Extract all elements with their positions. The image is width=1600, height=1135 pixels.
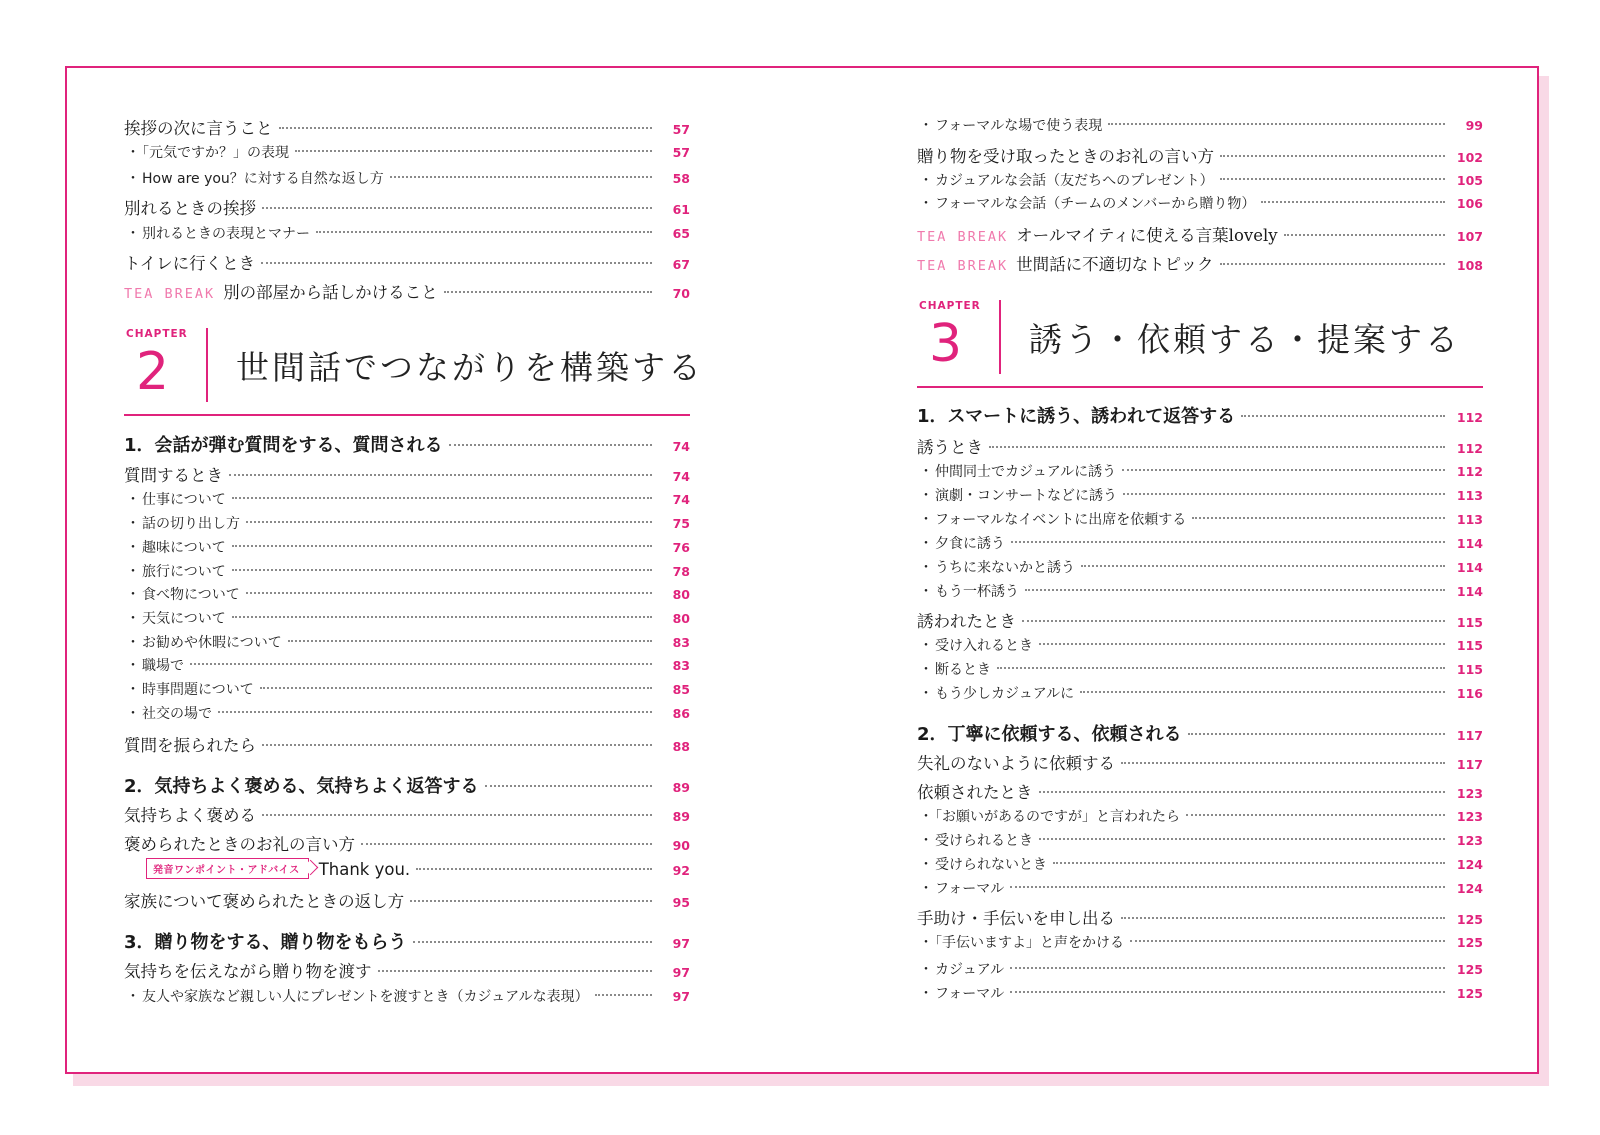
toc-page-number: 89 bbox=[672, 809, 690, 824]
toc-entry[interactable] bbox=[917, 402, 1483, 428]
toc-entry[interactable] bbox=[124, 831, 690, 855]
toc-entry[interactable] bbox=[124, 802, 690, 826]
toc-entry[interactable] bbox=[917, 485, 1483, 505]
toc-page-number: 70 bbox=[672, 286, 690, 301]
tea-break-tag: TEA BREAK bbox=[917, 258, 1009, 274]
toc-entry-text: 「お願いがあるのですが」と言われたら bbox=[935, 809, 1180, 825]
toc-entry-text: 1．スマートに誘う、誘われて返答する bbox=[917, 406, 1236, 427]
toc-entry-text: 受け入れるとき bbox=[935, 638, 1033, 654]
toc-entry[interactable] bbox=[917, 905, 1483, 929]
toc-page-number: 115 bbox=[1456, 615, 1483, 630]
toc-entry[interactable] bbox=[124, 489, 690, 509]
toc-page-number: 116 bbox=[1456, 686, 1483, 701]
toc-entry-label bbox=[917, 608, 1016, 632]
dot-leader bbox=[232, 616, 652, 618]
toc-entry-text: 別の部屋から話しかけること bbox=[223, 283, 438, 302]
toc-entry-text: 受けられるとき bbox=[935, 833, 1033, 849]
toc-entry-text: 気持ちよく褒める bbox=[124, 806, 256, 825]
toc-entry-text: 夕食に誘う bbox=[935, 536, 1005, 552]
toc-entry-label bbox=[917, 509, 1186, 529]
dot-leader bbox=[449, 444, 652, 446]
toc-entry[interactable] bbox=[917, 932, 1483, 952]
chapter-label: CHAPTER bbox=[919, 300, 981, 312]
toc-page-number: 78 bbox=[672, 564, 690, 579]
toc-entry-text: オールマイティに使える言葉lovely bbox=[1016, 226, 1278, 245]
toc-page-number: 97 bbox=[672, 989, 690, 1004]
toc-entry-text: 受けられないとき bbox=[935, 857, 1047, 873]
toc-entry[interactable] bbox=[917, 830, 1483, 850]
toc-entry-label bbox=[124, 431, 443, 457]
dot-leader bbox=[1010, 967, 1445, 969]
toc-entry-text: フォーマルな場で使う表現 bbox=[935, 118, 1103, 134]
toc-entry-text: How are you？に対する自然な返し方 bbox=[142, 171, 384, 187]
dot-leader bbox=[1010, 886, 1445, 888]
chapter-divider bbox=[206, 328, 208, 402]
toc-page-number: 95 bbox=[672, 895, 690, 910]
toc-page-number: 85 bbox=[672, 682, 690, 697]
toc-page-number: 113 bbox=[1456, 512, 1483, 527]
toc-page-number: 124 bbox=[1456, 857, 1483, 872]
toc-page-number: 65 bbox=[672, 226, 690, 241]
chapter-number: 2 bbox=[136, 342, 170, 402]
toc-entry-text: 旅行について bbox=[142, 564, 226, 580]
toc-page-number: 74 bbox=[672, 439, 690, 454]
toc-entry-label bbox=[917, 854, 1047, 874]
toc-entry-label bbox=[124, 703, 212, 723]
toc-entry[interactable] bbox=[124, 928, 690, 954]
toc-entry[interactable] bbox=[917, 434, 1483, 458]
toc-entry-text: 話の切り出し方 bbox=[142, 516, 240, 532]
toc-entry-text: 食べ物について bbox=[142, 587, 240, 603]
toc-page-number: 125 bbox=[1456, 962, 1483, 977]
toc-entry[interactable] bbox=[124, 703, 690, 723]
toc-entry[interactable] bbox=[124, 608, 690, 628]
toc-entry-label bbox=[917, 959, 1004, 979]
dot-leader bbox=[390, 176, 652, 178]
toc-entry[interactable] bbox=[917, 581, 1483, 601]
toc-entry[interactable] bbox=[917, 533, 1483, 553]
toc-entry-label bbox=[917, 659, 991, 679]
toc-page-number: 57 bbox=[672, 145, 690, 160]
toc-entry-label bbox=[917, 878, 1004, 898]
right-toc-column-bottom bbox=[917, 0, 1483, 1135]
toc-entry-label bbox=[917, 557, 1075, 577]
toc-entry[interactable] bbox=[124, 115, 690, 139]
toc-entry[interactable] bbox=[917, 461, 1483, 481]
dot-leader bbox=[288, 640, 652, 642]
toc-page-number: 117 bbox=[1456, 728, 1483, 743]
toc-entry-text: 挨拶の次に言うこと bbox=[124, 119, 273, 138]
dot-leader bbox=[1039, 791, 1446, 793]
chapter-label: CHAPTER bbox=[126, 328, 188, 340]
toc-entry-text: 依頼されたとき bbox=[917, 783, 1033, 802]
toc-entry-label bbox=[917, 750, 1115, 774]
toc-entry-text: 褒められたときのお礼の言い方 bbox=[124, 835, 355, 854]
toc-entry[interactable] bbox=[917, 608, 1483, 632]
toc-page-number: 92 bbox=[672, 863, 690, 878]
toc-entry-label bbox=[917, 932, 1124, 952]
toc-entry-text: 友人や家族など親しい人にプレゼントを渡すとき（カジュアルな表現） bbox=[142, 989, 589, 1005]
toc-entry[interactable] bbox=[124, 655, 690, 675]
toc-entry[interactable] bbox=[917, 557, 1483, 577]
toc-entry[interactable] bbox=[124, 958, 690, 982]
toc-page-number: 123 bbox=[1456, 786, 1483, 801]
toc-entry-label bbox=[124, 772, 479, 798]
toc-entry-label bbox=[917, 402, 1235, 428]
toc-entry-label bbox=[917, 779, 1033, 803]
toc-entry[interactable] bbox=[124, 195, 690, 219]
toc-entry-text: カジュアルな会話（友だちへのプレゼント） bbox=[935, 173, 1214, 189]
tea-break-tag: TEA BREAK bbox=[917, 229, 1009, 245]
toc-entry-label bbox=[124, 860, 410, 881]
toc-entry-label bbox=[917, 830, 1033, 850]
toc-page-number: 114 bbox=[1456, 560, 1483, 575]
toc-entry-label bbox=[124, 732, 256, 756]
toc-entry-label bbox=[124, 142, 289, 162]
toc-entry[interactable] bbox=[124, 513, 690, 533]
toc-entry-text: 職場で bbox=[142, 658, 184, 674]
toc-page-number: 76 bbox=[672, 540, 690, 555]
toc-entry-label bbox=[917, 434, 983, 458]
toc-entry-text: 誘うとき bbox=[917, 438, 983, 457]
toc-entry[interactable] bbox=[124, 168, 690, 188]
dot-leader bbox=[1186, 814, 1445, 816]
dot-leader bbox=[246, 592, 652, 594]
toc-entry-label bbox=[124, 279, 438, 303]
toc-page-number: 61 bbox=[672, 202, 690, 217]
dot-leader bbox=[1192, 517, 1445, 519]
toc-entry-label bbox=[124, 168, 384, 188]
dot-leader bbox=[190, 663, 652, 665]
dot-leader bbox=[997, 667, 1445, 669]
toc-entry-label bbox=[917, 720, 1182, 746]
toc-entry-label bbox=[124, 223, 310, 243]
dot-leader bbox=[279, 127, 653, 129]
toc-entry-text: フォーマルなイベントに出席を依頼する bbox=[935, 512, 1187, 528]
toc-entry-text: 3．贈り物をする、贈り物をもらう bbox=[124, 932, 407, 953]
toc-page-number: 123 bbox=[1456, 833, 1483, 848]
toc-entry-text: 2．気持ちよく褒める、気持ちよく返答する bbox=[124, 776, 479, 797]
dot-leader bbox=[246, 521, 652, 523]
toc-page-number: 83 bbox=[672, 635, 690, 650]
toc-page-number: 58 bbox=[672, 171, 690, 186]
toc-entry[interactable] bbox=[917, 878, 1483, 898]
toc-page-number: 90 bbox=[672, 838, 690, 853]
toc-entry[interactable] bbox=[124, 142, 690, 162]
chapter-title: 誘う・依頼する・提案する bbox=[1029, 320, 1461, 359]
toc-entry[interactable] bbox=[917, 750, 1483, 774]
toc-entry-label bbox=[917, 806, 1180, 826]
toc-entry-label bbox=[917, 905, 1115, 929]
toc-entry-text: カジュアル bbox=[935, 962, 1005, 978]
toc-entry-text: 世間話に不適切なトピック bbox=[1016, 255, 1214, 274]
toc-entry-label bbox=[124, 561, 226, 581]
toc-entry[interactable] bbox=[917, 509, 1483, 529]
toc-page-number: 75 bbox=[672, 516, 690, 531]
toc-page-number: 97 bbox=[672, 936, 690, 951]
dot-leader bbox=[378, 970, 653, 972]
dot-leader bbox=[295, 150, 652, 152]
dot-leader bbox=[229, 474, 652, 476]
toc-entry-label bbox=[124, 632, 282, 652]
dot-leader bbox=[485, 785, 652, 787]
toc-entry[interactable] bbox=[124, 888, 690, 912]
dot-leader bbox=[262, 814, 652, 816]
toc-entry[interactable] bbox=[917, 635, 1483, 655]
toc-entry-text: 2．丁寧に依頼する、依頼される bbox=[917, 724, 1182, 745]
toc-entry-text: もう少しカジュアルに bbox=[935, 686, 1075, 702]
toc-entry-label bbox=[917, 485, 1117, 505]
toc-page-number: 124 bbox=[1456, 881, 1483, 896]
left-toc-column bbox=[124, 0, 690, 1135]
toc-entry-text: 仕事について bbox=[142, 492, 226, 508]
toc-entry[interactable] bbox=[917, 806, 1483, 826]
toc-entry-text: 断るとき bbox=[935, 662, 991, 678]
toc-entry-text: フォーマルな会話（チームのメンバーから贈り物） bbox=[935, 196, 1256, 212]
toc-page-number: 112 bbox=[1456, 410, 1483, 425]
toc-page-number: 89 bbox=[672, 780, 690, 795]
toc-entry[interactable] bbox=[124, 223, 690, 243]
toc-entry-text: 質問を振られたら bbox=[124, 736, 256, 755]
toc-page-number: 102 bbox=[1456, 150, 1483, 165]
toc-entry[interactable] bbox=[124, 772, 690, 798]
toc-entry[interactable] bbox=[124, 462, 690, 486]
toc-entry-text: うちに来ないかと誘う bbox=[935, 560, 1075, 576]
toc-entry[interactable] bbox=[124, 279, 690, 303]
toc-entry-label bbox=[917, 683, 1074, 703]
toc-entry[interactable] bbox=[124, 986, 690, 1006]
toc-page-number: 125 bbox=[1456, 986, 1483, 1001]
toc-entry-label bbox=[124, 513, 240, 533]
toc-entry-text: 手助け・手伝いを申し出る bbox=[917, 909, 1115, 928]
toc-entry-text: 「元気ですか？」の表現 bbox=[142, 145, 289, 161]
toc-page-number: 115 bbox=[1456, 638, 1483, 653]
toc-page-number: 123 bbox=[1456, 809, 1483, 824]
toc-entry-text: 「手伝いますよ」と声をかける bbox=[935, 935, 1124, 951]
toc-entry-label bbox=[124, 489, 226, 509]
chapter-2-header bbox=[124, 328, 704, 418]
pronunciation-tip-badge: 発音ワンポイント・アドバイス bbox=[146, 858, 309, 879]
toc-entry-label bbox=[124, 462, 223, 486]
toc-entry-label bbox=[124, 115, 273, 139]
toc-entry-text: 仲間同士でカジュアルに誘う bbox=[935, 464, 1117, 480]
toc-page-number: 125 bbox=[1456, 935, 1483, 950]
dot-leader bbox=[260, 687, 652, 689]
toc-entry-label bbox=[124, 679, 254, 699]
toc-entry-text: 1．会話が弾む質問をする、質問される bbox=[124, 435, 443, 456]
chapter-number: 3 bbox=[929, 314, 963, 374]
toc-page-number: 112 bbox=[1456, 464, 1483, 479]
toc-page-number: 74 bbox=[672, 492, 690, 507]
dot-leader bbox=[1080, 691, 1445, 693]
toc-page-number: 107 bbox=[1456, 229, 1483, 244]
toc-entry-text: 趣味について bbox=[142, 540, 226, 556]
toc-entry-text: Thank you. bbox=[318, 860, 411, 879]
toc-entry-label bbox=[124, 986, 589, 1006]
toc-entry-text: 時事問題について bbox=[142, 682, 254, 698]
toc-entry-label bbox=[124, 608, 226, 628]
toc-entry[interactable] bbox=[124, 431, 690, 457]
toc-entry-text: 気持ちを伝えながら贈り物を渡す bbox=[124, 962, 372, 981]
toc-entry[interactable] bbox=[124, 250, 690, 274]
toc-entry-label bbox=[124, 195, 256, 219]
dot-leader bbox=[413, 941, 652, 943]
toc-page-number: 114 bbox=[1456, 584, 1483, 599]
tea-break-tag: TEA BREAK bbox=[124, 286, 216, 302]
toc-entry-text: 別れるときの表現とマナー bbox=[142, 226, 310, 242]
dot-leader bbox=[1025, 589, 1445, 591]
dot-leader bbox=[1011, 541, 1445, 543]
toc-entry-text: 別れるときの挨拶 bbox=[124, 199, 256, 218]
dot-leader bbox=[416, 868, 652, 870]
toc-entry-text: お勧めや休暇について bbox=[142, 635, 282, 651]
toc-page-number: 80 bbox=[672, 611, 690, 626]
toc-entry-label bbox=[124, 584, 240, 604]
toc-entry-label bbox=[124, 537, 226, 557]
dot-leader bbox=[1022, 620, 1445, 622]
toc-entry-text: 天気について bbox=[142, 611, 226, 627]
toc-entry-text: 質問するとき bbox=[124, 466, 223, 485]
toc-entry-text: 家族について褒められたときの返し方 bbox=[124, 892, 405, 911]
toc-entry-label bbox=[124, 250, 255, 274]
dot-leader bbox=[1122, 469, 1445, 471]
toc-entry-text: 演劇・コンサートなどに誘う bbox=[935, 488, 1117, 504]
toc-entry-text: 社交の場で bbox=[142, 706, 212, 722]
toc-entry[interactable] bbox=[124, 561, 690, 581]
dot-leader bbox=[410, 900, 652, 902]
toc-entry-text: フォーマル bbox=[935, 986, 1005, 1002]
toc-entry-label bbox=[917, 983, 1004, 1003]
dot-leader bbox=[1010, 991, 1445, 993]
dot-leader bbox=[1053, 862, 1445, 864]
dot-leader bbox=[1123, 493, 1445, 495]
toc-entry[interactable] bbox=[917, 779, 1483, 803]
chapter-underline bbox=[124, 414, 690, 416]
dot-leader bbox=[1241, 415, 1445, 417]
toc-entry-label bbox=[124, 928, 407, 954]
toc-entry[interactable] bbox=[124, 537, 690, 557]
toc-page-number: 83 bbox=[672, 658, 690, 673]
toc-page-number: 105 bbox=[1456, 173, 1483, 188]
toc-entry[interactable] bbox=[917, 720, 1483, 746]
toc-entry[interactable] bbox=[917, 683, 1483, 703]
toc-entry[interactable] bbox=[917, 659, 1483, 679]
toc-entry-label bbox=[124, 802, 256, 826]
toc-entry[interactable] bbox=[124, 679, 690, 699]
toc-entry-label bbox=[917, 533, 1005, 553]
toc-page-number: 80 bbox=[672, 587, 690, 602]
toc-entry-label bbox=[124, 831, 355, 855]
toc-page-number: 106 bbox=[1456, 196, 1483, 211]
toc-page-number: 99 bbox=[1465, 118, 1483, 133]
toc-page-number: 125 bbox=[1456, 912, 1483, 927]
toc-entry-label bbox=[917, 461, 1116, 481]
dot-leader bbox=[1121, 762, 1445, 764]
chapter-title: 世間話でつながりを構築する bbox=[236, 348, 704, 387]
dot-leader bbox=[261, 262, 652, 264]
toc-page-number: 114 bbox=[1456, 536, 1483, 551]
dot-leader bbox=[218, 711, 652, 713]
toc-page-number: 97 bbox=[672, 965, 690, 980]
dot-leader bbox=[1130, 940, 1445, 942]
toc-entry-text: 失礼のないように依頼する bbox=[917, 754, 1115, 773]
dot-leader bbox=[262, 207, 652, 209]
toc-entry[interactable] bbox=[124, 584, 690, 604]
dot-leader bbox=[444, 291, 652, 293]
toc-entry[interactable] bbox=[124, 632, 690, 652]
toc-page-number: 67 bbox=[672, 257, 690, 272]
toc-entry-label bbox=[124, 958, 372, 982]
toc-page-number: 113 bbox=[1456, 488, 1483, 503]
dot-leader bbox=[232, 569, 652, 571]
dot-leader bbox=[595, 994, 652, 996]
dot-leader bbox=[262, 744, 652, 746]
dot-leader bbox=[1039, 643, 1445, 645]
dot-leader bbox=[1081, 565, 1445, 567]
toc-page-number: 57 bbox=[672, 122, 690, 137]
dot-leader bbox=[316, 231, 652, 233]
dot-leader bbox=[1039, 838, 1445, 840]
dot-leader bbox=[1121, 917, 1445, 919]
toc-page-number: 117 bbox=[1456, 757, 1483, 772]
toc-page-number: 86 bbox=[672, 706, 690, 721]
dot-leader bbox=[232, 545, 652, 547]
toc-entry-text: もう一杯誘う bbox=[935, 584, 1019, 600]
toc-entry-label bbox=[124, 888, 404, 912]
toc-entry[interactable] bbox=[124, 732, 690, 756]
toc-entry-label bbox=[917, 635, 1033, 655]
toc-entry-label bbox=[917, 581, 1019, 601]
toc-page-number: 115 bbox=[1456, 662, 1483, 677]
toc-entry[interactable] bbox=[124, 860, 690, 881]
toc-entry-label bbox=[124, 655, 184, 675]
dot-leader bbox=[1188, 733, 1445, 735]
toc-entry-text: 誘われたとき bbox=[917, 612, 1016, 631]
dot-leader bbox=[989, 446, 1445, 448]
toc-page-number: 74 bbox=[672, 469, 690, 484]
dot-leader bbox=[232, 497, 652, 499]
toc-page-number: 88 bbox=[672, 739, 690, 754]
toc-entry[interactable] bbox=[917, 983, 1483, 1003]
toc-page-number: 112 bbox=[1456, 441, 1483, 456]
toc-entry[interactable] bbox=[917, 854, 1483, 874]
toc-entry-text: トイレに行くとき bbox=[124, 254, 256, 273]
toc-entry[interactable] bbox=[917, 959, 1483, 979]
dot-leader bbox=[361, 843, 652, 845]
toc-entry-text: 贈り物を受け取ったときのお礼の言い方 bbox=[917, 147, 1214, 166]
toc-page-number: 108 bbox=[1456, 258, 1483, 273]
toc-entry-text: フォーマル bbox=[935, 881, 1005, 897]
